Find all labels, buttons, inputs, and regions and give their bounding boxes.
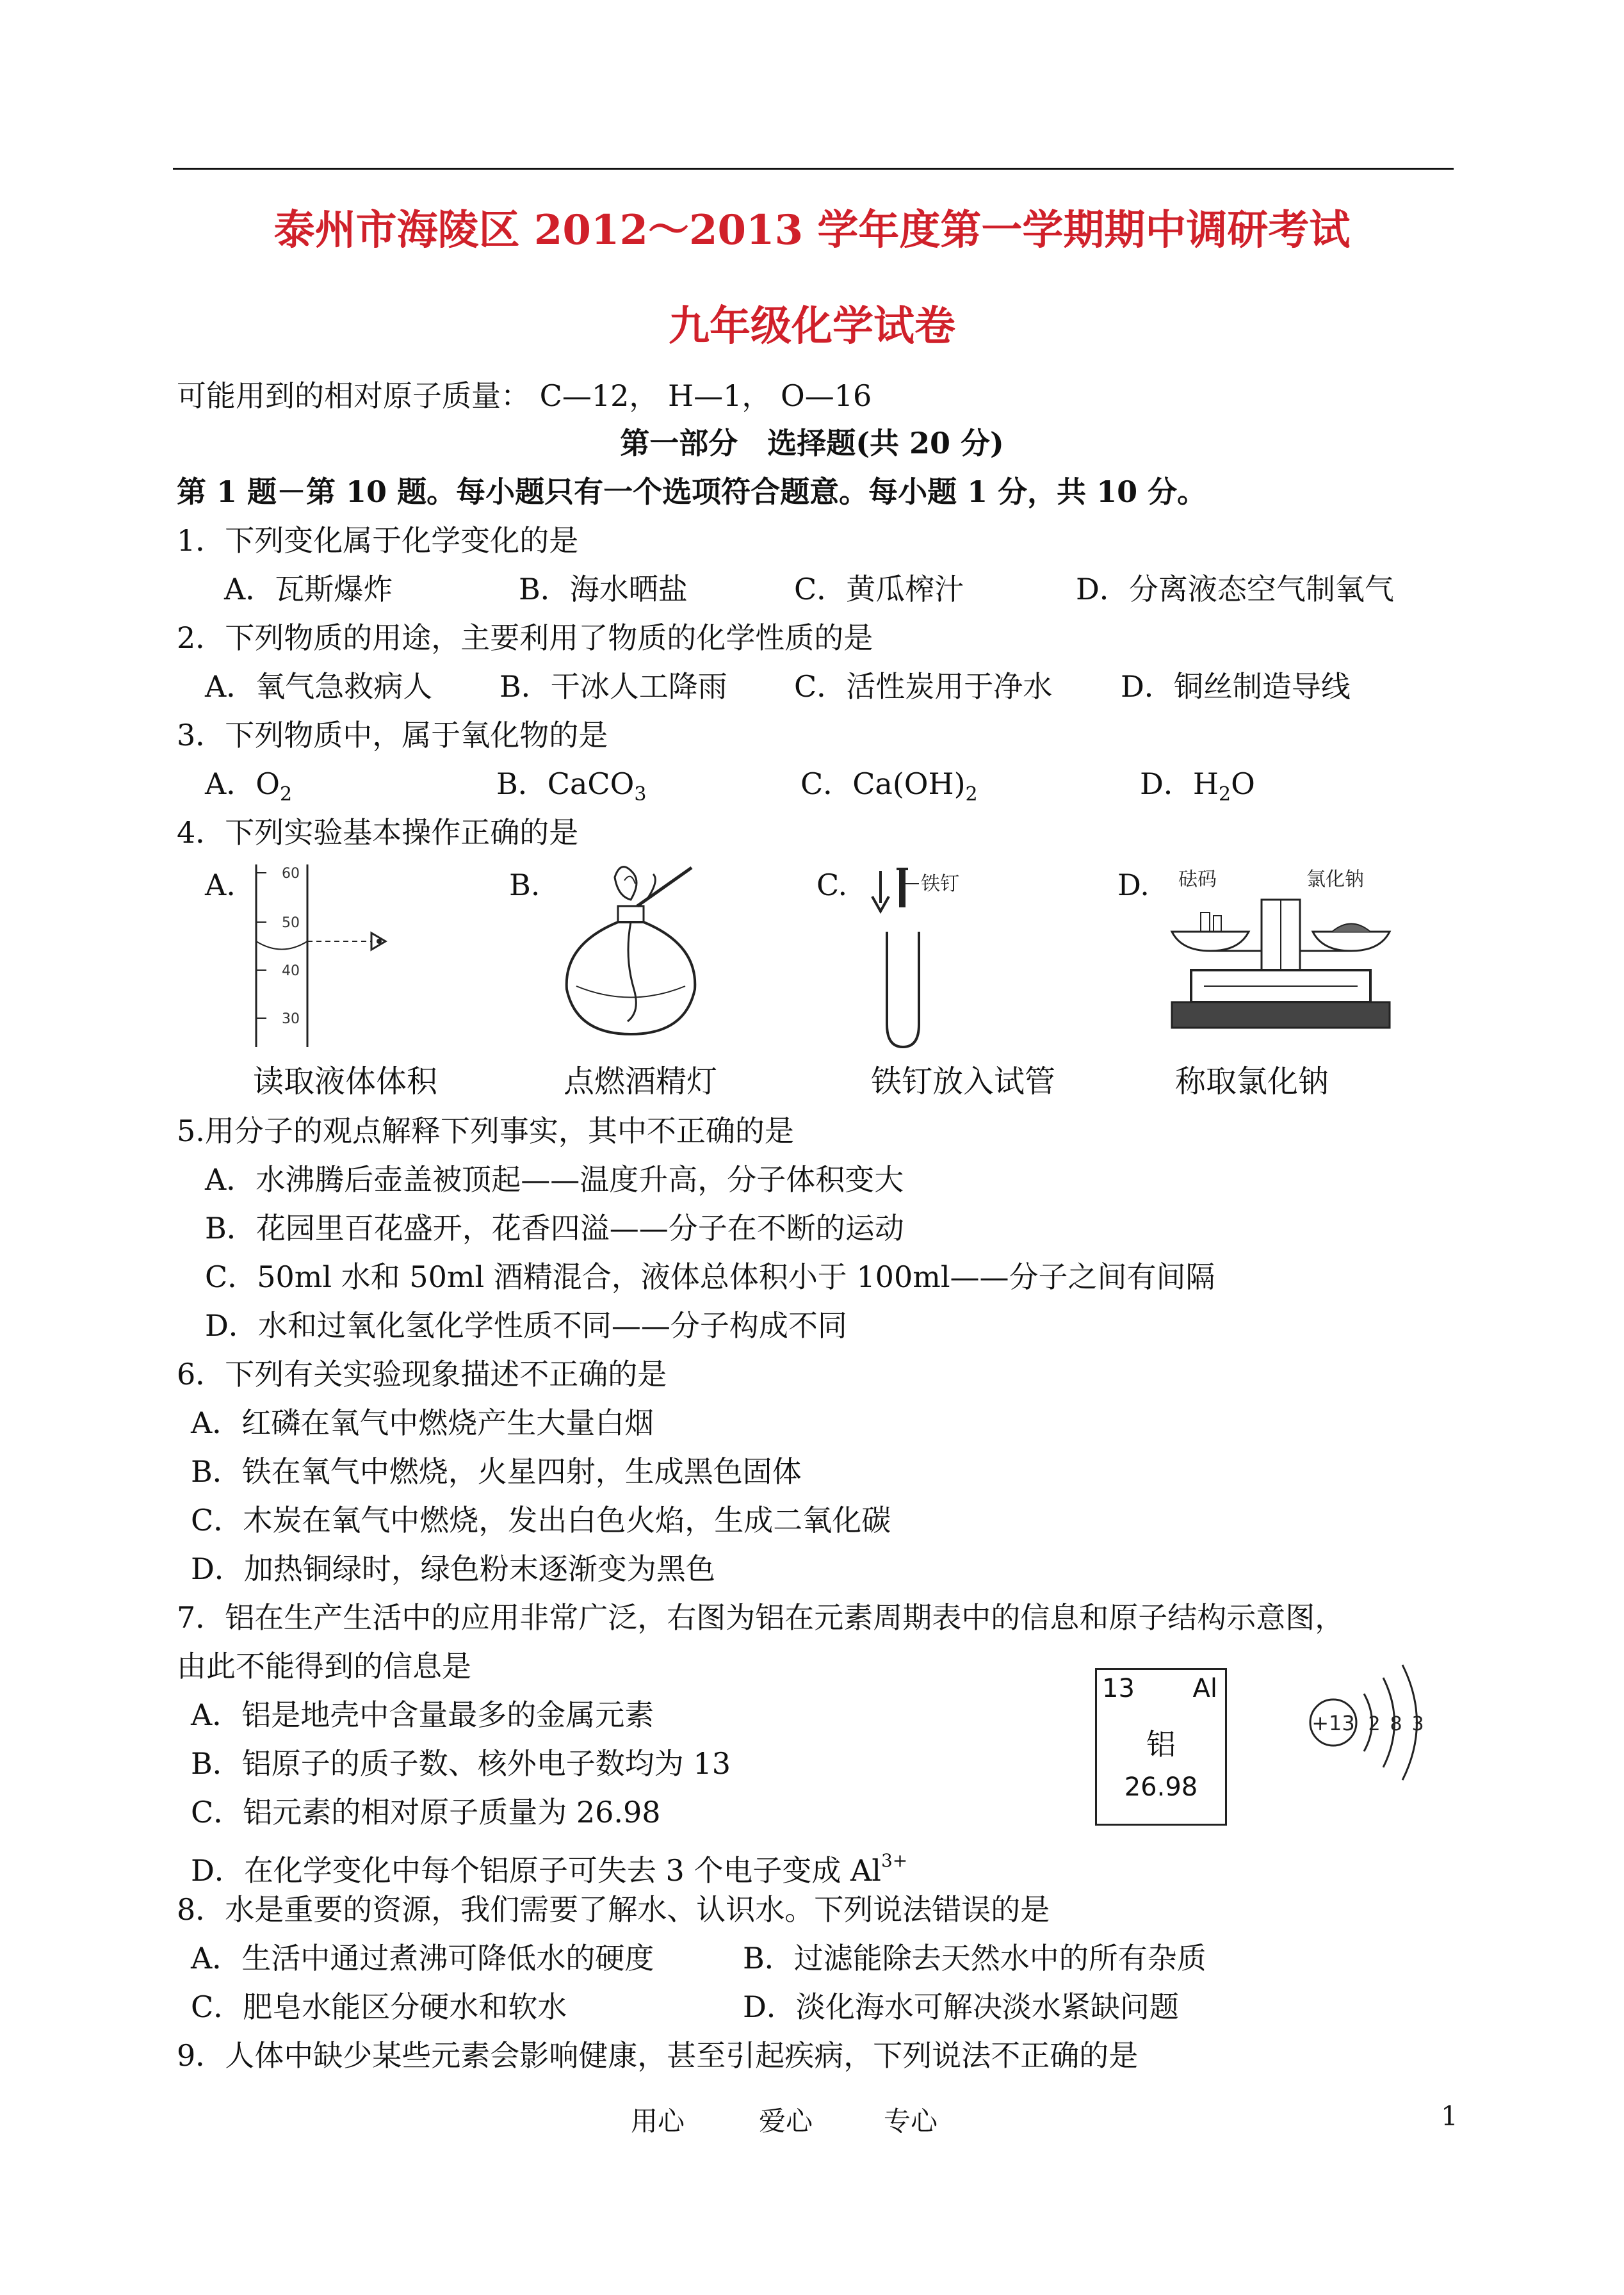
q6-option-b: B．铁在氧气中燃烧，火星四射，生成黑色固体 <box>191 1454 802 1489</box>
q8-option-d: D．淡化海水可解决淡水紧缺问题 <box>743 1990 1179 2024</box>
footer-motto-2: 爱心 <box>759 2105 813 2137</box>
q7-option-a: A．铝是地壳中含量最多的金属元素 <box>191 1698 654 1732</box>
q2-stem: 2．下列物质的用途，主要利用了物质的化学性质的是 <box>177 620 873 655</box>
q1-option-a: A．瓦斯爆炸 <box>224 572 393 606</box>
nucleus-charge: +13 <box>1311 1711 1355 1735</box>
graduated-cylinder-figure <box>243 861 397 1053</box>
cyl-tick-60: 60 <box>282 866 300 882</box>
q8-option-a: A．生活中通过煮沸可降低水的硬度 <box>191 1941 654 1975</box>
q7-option-d: D．在化学变化中每个铝原子可失去 3 个电子变成 $Al^{3+}$ <box>191 1850 908 1888</box>
page-number: 1 <box>1441 2100 1458 2132</box>
q3-option-c: C．$Ca(OH)_2$ <box>800 766 978 806</box>
element-name: 铝 <box>1146 1727 1176 1762</box>
q2-option-b: B．干冰人工降雨 <box>499 669 727 704</box>
element-number: 13 <box>1102 1674 1135 1703</box>
cyl-tick-30: 30 <box>282 1011 300 1027</box>
shell-2-electrons: 8 <box>1390 1713 1402 1735</box>
q4-caption-b: 点燃酒精灯 <box>564 1064 718 1099</box>
shell-1-electrons: 2 <box>1368 1713 1381 1735</box>
nail-label: 铁钉 <box>921 873 959 895</box>
part1-heading: 第一部分 选择题(共 20 分) <box>620 426 1004 460</box>
cyl-tick-50: 50 <box>282 915 300 931</box>
balance-figure <box>1165 861 1396 1053</box>
cyl-tick-40: 40 <box>282 963 300 979</box>
atom-structure-diagram <box>1300 1658 1447 1787</box>
q4-option-d: D. <box>1117 868 1149 902</box>
q6-option-a: A．红磷在氧气中燃烧产生大量白烟 <box>191 1406 654 1440</box>
q8-stem: 8．水是重要的资源，我们需要了解水、认识水。下列说法错误的是 <box>177 1892 1050 1927</box>
q8-option-b: B．过滤能除去天然水中的所有杂质 <box>743 1941 1206 1975</box>
q4-option-c: C. <box>816 868 848 902</box>
q7-stem-line1: 7．铝在生产生活中的应用非常广泛，右图为铝在元素周期表中的信息和原子结构示意图， <box>177 1600 1345 1635</box>
header-rule <box>173 168 1454 170</box>
q2-option-a: A．氧气急救病人 <box>205 669 433 704</box>
section-instruction: 第 1 题－第 10 题。每小题只有一个选项符合题意。每小题 1 分，共 10 分。 <box>177 474 1207 509</box>
q3-option-b: B．CaCO$_3$ <box>496 766 647 806</box>
footer-motto-3: 专心 <box>884 2105 938 2137</box>
q2-option-d: D．铜丝制造导线 <box>1121 669 1351 704</box>
q9-stem: 9．人体中缺少某些元素会影响健康，甚至引起疾病，下列说法不正确的是 <box>177 2038 1139 2073</box>
footer-motto-1: 用心 <box>631 2105 685 2137</box>
q3-option-d: D．$H_2O$ <box>1140 766 1255 806</box>
q7-option-c: C．铝元素的相对原子质量为 26.98 <box>191 1795 661 1829</box>
q4-option-b: B. <box>509 868 540 902</box>
q5-option-d: D．水和过氧化氢化学性质不同——分子构成不同 <box>205 1308 847 1343</box>
weight-label: 砝码 <box>1178 868 1217 891</box>
q4-stem: 4．下列实验基本操作正确的是 <box>177 815 579 850</box>
q1-stem: 1．下列变化属于化学变化的是 <box>177 523 579 558</box>
q7-stem-line2: 由此不能得到的信息是 <box>177 1649 471 1683</box>
flame-icon <box>615 867 637 900</box>
q6-stem: 6．下列有关实验现象描述不正确的是 <box>177 1357 667 1391</box>
q7-option-b: B．铝原子的质子数、核外电子数均为 13 <box>191 1746 731 1781</box>
weight-icon <box>1201 912 1210 932</box>
q3-option-a: A．$O_2$ <box>205 766 293 806</box>
alcohol-lamp-figure <box>551 861 717 1047</box>
q4-caption-a: 读取液体体积 <box>253 1064 438 1099</box>
element-card <box>1095 1668 1227 1826</box>
q1-option-d: D．分离液态空气制氧气 <box>1076 572 1394 606</box>
shell-3-electrons: 3 <box>1411 1713 1424 1735</box>
q2-option-c: C．活性炭用于净水 <box>794 669 1053 704</box>
q6-option-d: D．加热铜绿时，绿色粉末逐渐变为黑色 <box>191 1552 715 1586</box>
nail-icon <box>899 869 905 907</box>
exam-title: 泰州市海陵区 2012～2013 学年度第一学期期中调研考试 <box>273 206 1351 254</box>
q5-option-b: B．花园里百花盛开，花香四溢——分子在不断的运动 <box>205 1211 904 1245</box>
q4-caption-c: 铁钉放入试管 <box>871 1064 1056 1099</box>
q4-option-a: A. <box>205 868 236 902</box>
q6-option-c: C．木炭在氧气中燃烧，发出白色火焰，生成二氧化碳 <box>191 1503 891 1537</box>
q5-option-a: A．水沸腾后壶盖被顶起——温度升高，分子体积变大 <box>205 1162 904 1197</box>
q3-stem: 3．下列物质中，属于氧化物的是 <box>177 718 608 752</box>
atomic-mass-line: 可能用到的相对原子质量： C—12， H—1， O—16 <box>177 378 872 413</box>
q1-option-c: C．黄瓜榨汁 <box>794 572 964 606</box>
exam-subtitle: 九年级化学试卷 <box>669 302 955 350</box>
q5-option-c: C．50ml 水和 50ml 酒精混合，液体总体积小于 100ml——分子之间有间隔 <box>205 1260 1215 1294</box>
nacl-label: 氯化钠 <box>1306 868 1364 891</box>
q8-option-c: C．肥皂水能区分硬水和软水 <box>191 1990 567 2024</box>
q4-caption-d: 称取氯化钠 <box>1175 1064 1329 1099</box>
q5-stem: 5.用分子的观点解释下列事实，其中不正确的是 <box>177 1114 794 1148</box>
test-tube-figure <box>858 861 1025 1053</box>
element-mass: 26.98 <box>1124 1772 1198 1802</box>
q1-option-b: B．海水晒盐 <box>519 572 688 606</box>
element-symbol: Al <box>1192 1674 1217 1703</box>
